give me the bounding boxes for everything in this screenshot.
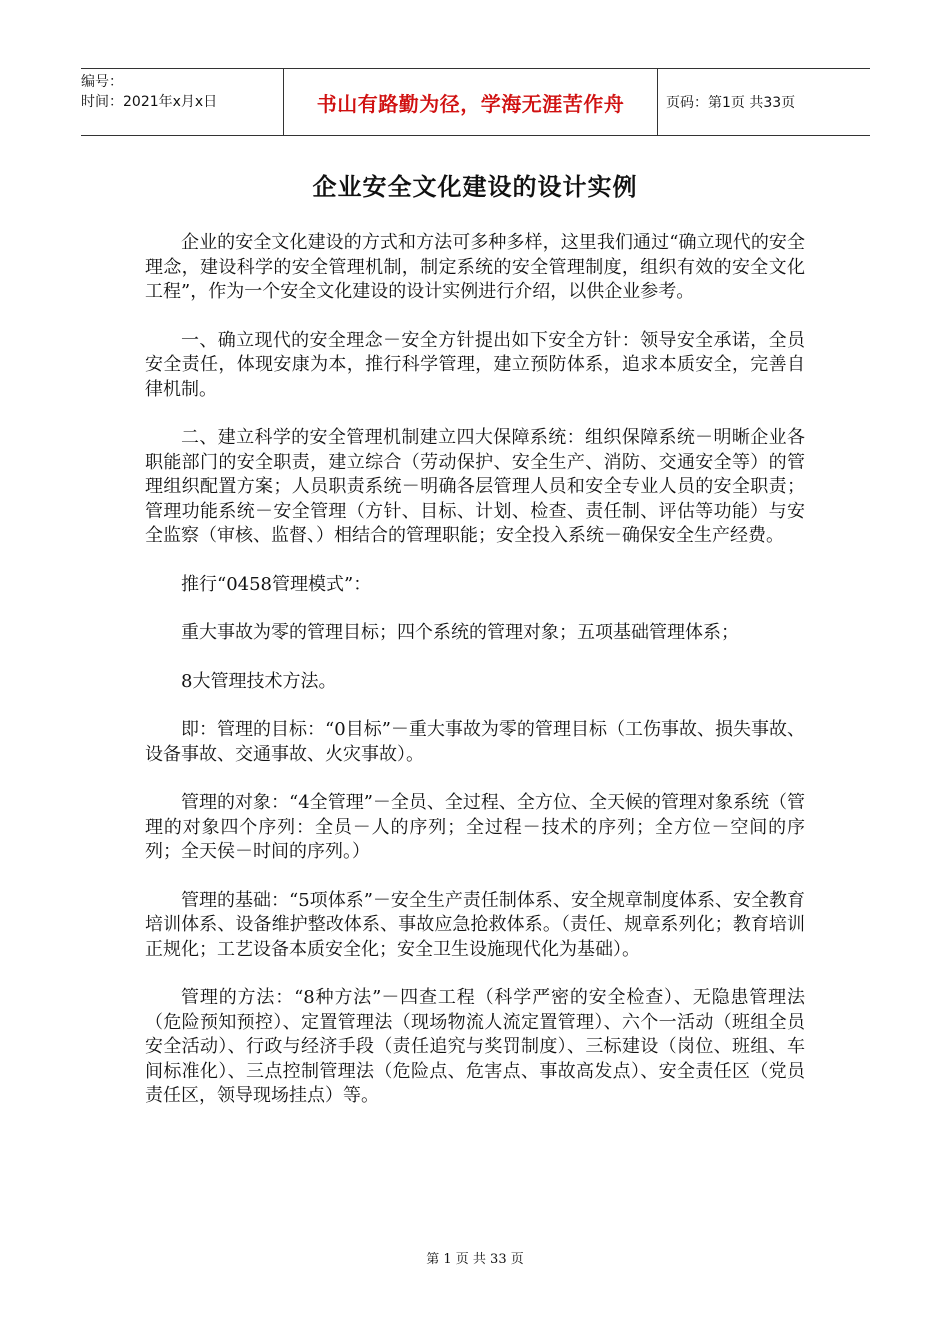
time-label: 时间：2021年x月x日	[81, 94, 218, 110]
document-title: 企业安全文化建设的设计实例	[312, 173, 638, 201]
paragraph-0458-mode: 推行“0458管理模式”：	[181, 573, 372, 595]
header-page-info: 页码：第1页 共33页	[666, 95, 796, 111]
paragraph-management-object: 管理的对象：“4全管理”－全员、全过程、全方位、全天候的管理对象系统（管理的对象四个序列：全员－人的序列；全过程－技术的序列；全方位－空间的序列；全天侯－时间的序列。）	[145, 792, 805, 862]
paragraph-zero-target: 重大事故为零的管理目标；四个系统的管理对象；五项基础管理体系；	[181, 622, 739, 643]
document-body	[145, 231, 805, 1133]
code-label: 编号：	[81, 74, 123, 90]
paragraph-intro: 企业的安全文化建设的方式和方法可多种多样，这里我们通过“确立现代的安全理念，建设科学的安全管理机制，制定系统的安全管理制度，组织有效的安全文化工程”，作为一个安全文化建设的设计实例进行介绍，以供企业参考。	[145, 232, 805, 302]
paragraph-eight-methods: 8大管理技术方法。	[181, 670, 337, 692]
paragraph-management-goal: 即：管理的目标：“0目标”－重大事故为零的管理目标（工伤事故、损失事故、设备事故、交通事故、火灾事故）。	[145, 719, 805, 765]
page-header	[81, 68, 870, 136]
page-footer: 第 1 页 共 33 页	[426, 1252, 524, 1267]
paragraph-management-mechanism: 二、建立科学的安全管理机制建立四大保障系统：组织保障系统－明晰企业各职能部门的安全职责，建立综合（劳动保护、安全生产、消防、交通安全等）的管理组织配置方案；人员职责系统－明确各层管理人员和安全专业人员的安全职责；管理功能系统－安全管理（方针、目标、计划、检查、责任制、评估等功能）与安全监察（审核、监督、）相结合的管理职能；安全投入系统－确保安全生产经费。	[145, 427, 805, 546]
paragraph-management-basis: 管理的基础：“5项体系”－安全生产责任制体系、安全规章制度体系、安全教育培训体系、设备维护整改体系、事故应急抢救体系。（责任、规章系列化；教育培训正规化；工艺设备本质安全化；安全卫生设施现代化为基础）。	[145, 889, 805, 960]
paragraph-management-method: 管理的方法：“8种方法”－四查工程（科学严密的安全检查）、无隐患管理法（危险预知预控）、定置管理法（现场物流人流定置管理）、六个一活动（班组全员安全活动）、行政与经济手段（责任追究与奖罚制度）、三标建设（岗位、班组、车间标准化）、三点控制管理法（危险点、危害点、事故高发点）、安全责任区（党员责任区，领导现场挂点）等。	[145, 987, 805, 1106]
paragraph-safety-policy: 一、确立现代的安全理念－安全方针提出如下安全方针：领导安全承诺，全员安全责任，体现安康为本，推行科学管理，建立预防体系，追求本质安全，完善自律机制。	[145, 329, 805, 400]
header-motto: 书山有路勤为径，学海无涯苦作舟	[283, 69, 658, 135]
header-meta	[81, 69, 283, 135]
